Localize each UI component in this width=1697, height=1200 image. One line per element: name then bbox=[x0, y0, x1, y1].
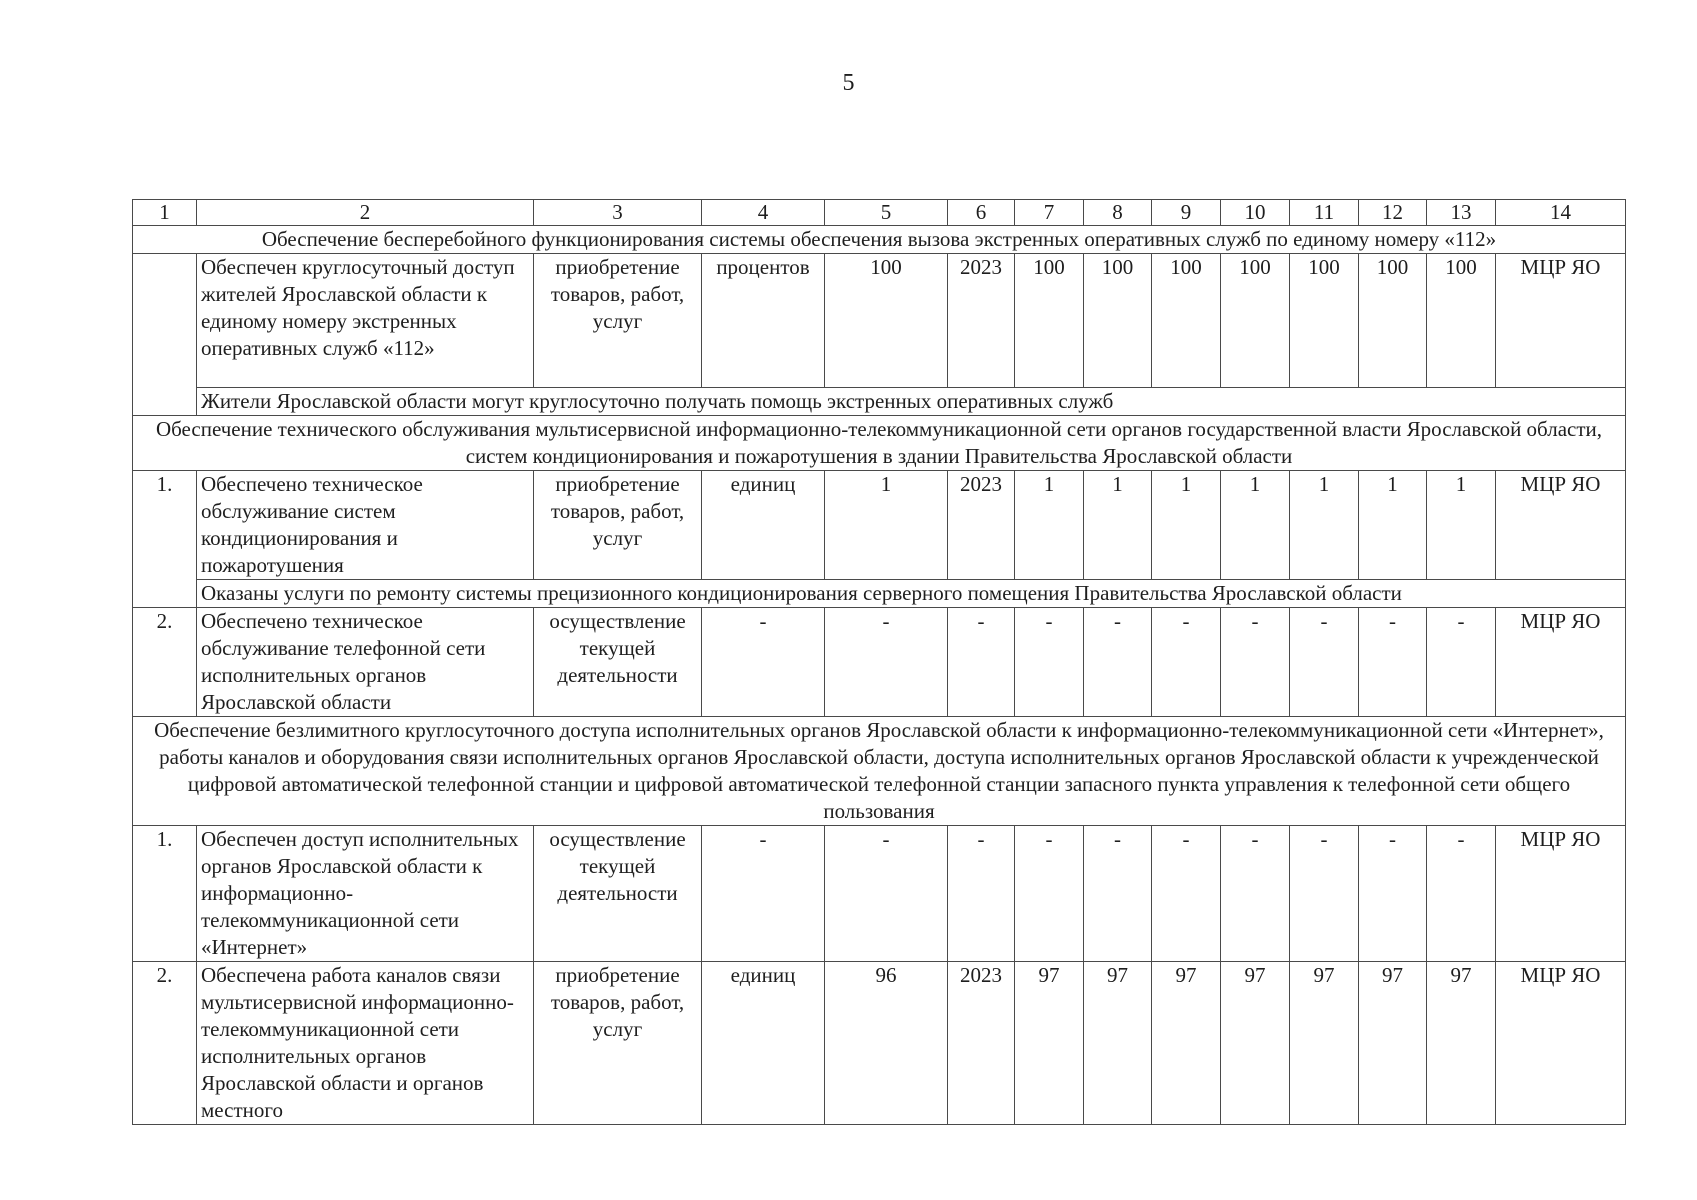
row-number: 1. bbox=[133, 826, 197, 962]
result-cell: Обеспечено техническое обслуживание систем кондиционирования и пожаротушения bbox=[197, 471, 534, 580]
column-number: 7 bbox=[1015, 200, 1084, 226]
row-number bbox=[133, 254, 197, 416]
value-cell: 1 bbox=[1427, 471, 1496, 580]
column-number: 1 bbox=[133, 200, 197, 226]
row-number: 1. bbox=[133, 471, 197, 608]
value-cell: 97 bbox=[1359, 962, 1427, 1125]
section-heading-row bbox=[133, 717, 1626, 826]
table-row bbox=[133, 254, 1626, 388]
base-value-cell: - bbox=[825, 608, 948, 717]
value-cell: 1 bbox=[1015, 471, 1084, 580]
section-heading-row bbox=[133, 416, 1626, 471]
base-year-cell: 2023 bbox=[948, 962, 1015, 1125]
value-cell: - bbox=[1359, 608, 1427, 717]
value-cell: 1 bbox=[1290, 471, 1359, 580]
row-number: 2. bbox=[133, 608, 197, 717]
result-cell: Обеспечен круглосуточный доступ жителей Ярославской области к единому номеру экстренных оперативных служб «112» bbox=[197, 254, 534, 388]
base-year-cell: 2023 bbox=[948, 471, 1015, 580]
column-number-row bbox=[133, 200, 1626, 226]
value-cell: - bbox=[1152, 608, 1221, 717]
value-cell: 97 bbox=[1084, 962, 1152, 1125]
unit-cell: - bbox=[702, 608, 825, 717]
column-number: 11 bbox=[1290, 200, 1359, 226]
responsible-cell: МЦР ЯО bbox=[1496, 826, 1626, 962]
type-cell: осуществление текущей деятельности bbox=[534, 608, 702, 717]
value-cell: 100 bbox=[1015, 254, 1084, 388]
row-number: 2. bbox=[133, 962, 197, 1125]
value-cell: 97 bbox=[1427, 962, 1496, 1125]
value-cell: - bbox=[1221, 608, 1290, 717]
value-cell: - bbox=[1152, 826, 1221, 962]
column-number: 9 bbox=[1152, 200, 1221, 226]
base-value-cell: 96 bbox=[825, 962, 948, 1125]
result-cell: Обеспечено техническое обслуживание телефонной сети исполнительных органов Ярославской области bbox=[197, 608, 534, 717]
responsible-cell: МЦР ЯО bbox=[1496, 254, 1626, 388]
responsible-cell: МЦР ЯО bbox=[1496, 962, 1626, 1125]
table-row bbox=[133, 962, 1626, 1125]
base-year-cell: - bbox=[948, 826, 1015, 962]
section-title: Обеспечение технического обслуживания мультисервисной информационно-телекоммуникационной сети органов государственной власти Ярославской области, систем кондиционирования и пожаротушения в здании Правительства Ярославской области bbox=[133, 416, 1626, 471]
column-number: 6 bbox=[948, 200, 1015, 226]
value-cell: - bbox=[1290, 608, 1359, 717]
unit-cell: единиц bbox=[702, 471, 825, 580]
section-heading-row bbox=[133, 226, 1626, 254]
base-value-cell: 100 bbox=[825, 254, 948, 388]
value-cell: - bbox=[1427, 608, 1496, 717]
value-cell: - bbox=[1221, 826, 1290, 962]
value-cell: - bbox=[1084, 608, 1152, 717]
section-title: Обеспечение бесперебойного функционирования системы обеспечения вызова экстренных оперативных служб по единому номеру «112» bbox=[133, 226, 1626, 254]
column-number: 12 bbox=[1359, 200, 1427, 226]
value-cell: 97 bbox=[1152, 962, 1221, 1125]
note-cell: Оказаны услуги по ремонту системы прецизионного кондиционирования серверного помещения Правительства Ярославской области bbox=[197, 580, 1626, 608]
result-cell: Обеспечена работа каналов связи мультисервисной информационно-телекоммуникационной сети исполнительных органов Ярославской области и органов местного bbox=[197, 962, 534, 1125]
column-number: 14 bbox=[1496, 200, 1626, 226]
value-cell: 1 bbox=[1359, 471, 1427, 580]
unit-cell: процентов bbox=[702, 254, 825, 388]
section-title: Обеспечение безлимитного круглосуточного доступа исполнительных органов Ярославской области к информационно-телекоммуникационной сети «Интернет», работы каналов и оборудования связи исполнительных органов Ярославской области, доступа исполнительных органов Ярославской области к учрежденческой цифровой автоматической телефонной станции и цифровой автоматической телефонной станции запасного пункта управления к телефонной сети общего пользования bbox=[133, 717, 1626, 826]
value-cell: - bbox=[1290, 826, 1359, 962]
column-number: 13 bbox=[1427, 200, 1496, 226]
unit-cell: единиц bbox=[702, 962, 825, 1125]
value-cell: 100 bbox=[1221, 254, 1290, 388]
value-cell: 97 bbox=[1290, 962, 1359, 1125]
value-cell: - bbox=[1015, 826, 1084, 962]
unit-cell: - bbox=[702, 826, 825, 962]
value-cell: 1 bbox=[1152, 471, 1221, 580]
result-cell: Обеспечен доступ исполнительных органов Ярославской области к информационно-телекоммуникационной сети «Интернет» bbox=[197, 826, 534, 962]
base-value-cell: 1 bbox=[825, 471, 948, 580]
note-row bbox=[133, 388, 1626, 416]
value-cell: 100 bbox=[1359, 254, 1427, 388]
type-cell: приобретение товаров, работ, услуг bbox=[534, 962, 702, 1125]
column-number: 4 bbox=[702, 200, 825, 226]
document-table bbox=[132, 199, 1626, 1125]
value-cell: 97 bbox=[1015, 962, 1084, 1125]
table-row bbox=[133, 826, 1626, 962]
column-number: 8 bbox=[1084, 200, 1152, 226]
base-value-cell: - bbox=[825, 826, 948, 962]
column-number: 10 bbox=[1221, 200, 1290, 226]
value-cell: - bbox=[1359, 826, 1427, 962]
base-year-cell: 2023 bbox=[948, 254, 1015, 388]
note-cell: Жители Ярославской области могут круглосуточно получать помощь экстренных оперативных служб bbox=[197, 388, 1626, 416]
type-cell: осуществление текущей деятельности bbox=[534, 826, 702, 962]
base-year-cell: - bbox=[948, 608, 1015, 717]
type-cell: приобретение товаров, работ, услуг bbox=[534, 254, 702, 388]
table-row bbox=[133, 608, 1626, 717]
value-cell: 100 bbox=[1084, 254, 1152, 388]
value-cell: 100 bbox=[1427, 254, 1496, 388]
value-cell: - bbox=[1427, 826, 1496, 962]
responsible-cell: МЦР ЯО bbox=[1496, 471, 1626, 580]
type-cell: приобретение товаров, работ, услуг bbox=[534, 471, 702, 580]
column-number: 5 bbox=[825, 200, 948, 226]
value-cell: 97 bbox=[1221, 962, 1290, 1125]
responsible-cell: МЦР ЯО bbox=[1496, 608, 1626, 717]
note-row bbox=[133, 580, 1626, 608]
column-number: 3 bbox=[534, 200, 702, 226]
value-cell: - bbox=[1084, 826, 1152, 962]
page-number: 5 bbox=[842, 70, 855, 96]
table-row bbox=[133, 471, 1626, 580]
value-cell: 100 bbox=[1152, 254, 1221, 388]
value-cell: 1 bbox=[1221, 471, 1290, 580]
value-cell: - bbox=[1015, 608, 1084, 717]
value-cell: 1 bbox=[1084, 471, 1152, 580]
column-number: 2 bbox=[197, 200, 534, 226]
value-cell: 100 bbox=[1290, 254, 1359, 388]
